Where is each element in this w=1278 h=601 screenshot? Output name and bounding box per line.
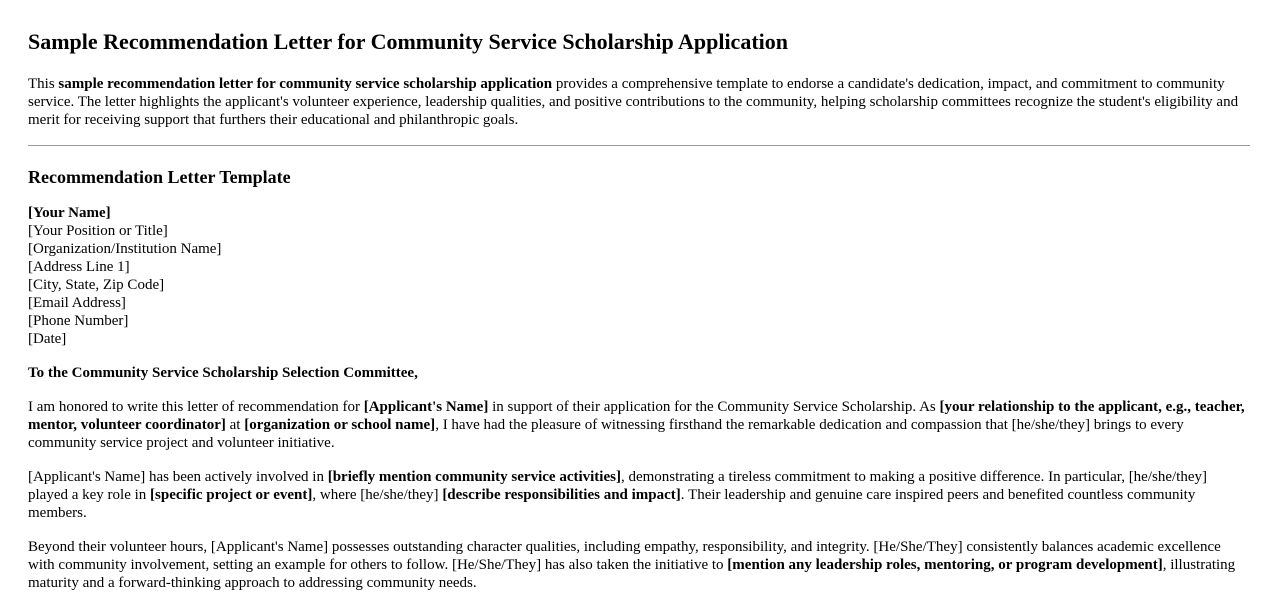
p1-bold-2: [your relationship to the applicant, e.g., teacher, mentor, volunteer coordinator] [28, 399, 1245, 433]
sender-name [28, 204, 1250, 222]
sender-phone: [Phone Number] [28, 313, 129, 329]
p3-text-2: , illustrating maturity and a forward-thinking approach to addressing community needs. [28, 557, 1236, 591]
sender-organization: [Organization/Institution Name] [28, 241, 222, 257]
section-divider [28, 145, 1250, 146]
sender-name-text: [Your Name] [28, 205, 111, 221]
p2-text-4: . Their leadership and genuine care inspired peers and benefited countless community members. [28, 487, 1196, 521]
p2-bold-1: [briefly mention community service activities] [327, 469, 621, 485]
p1-text-4: , I have had the pleasure of witnessing firsthand the remarkable dedication and compassion that [he/she/they] brings to every community service project and volunteer initiative. [28, 417, 1184, 451]
p1-bold-3: [organization or school name] [244, 417, 436, 433]
p2-text-1: [Applicant's Name] has been actively involved in [28, 469, 328, 485]
intro-text-pre: This [28, 76, 59, 92]
p3-text-1: Beyond their volunteer hours, [Applicant's Name] possesses outstanding character qualities, including empathy, responsibility, and integrity. [He/She/They] consistently balances academic excellence with community involvement, setting an example for others to follow. [He/She/They] has also taken the initiative to [28, 539, 1221, 573]
intro-text-bold: sample recommendation letter for community service scholarship application [58, 76, 553, 92]
letter-paragraph-2 [28, 468, 1250, 522]
p2-text-3: , where [he/she/they] [312, 487, 443, 503]
p1-text-3: at [225, 417, 245, 433]
sender-city-state-zip: [City, State, Zip Code] [28, 277, 165, 293]
p1-bold-1: [Applicant's Name] [363, 399, 489, 415]
p1-text-2: in support of their application for the Community Service Scholarship. As [488, 399, 940, 415]
p2-bold-3: [describe responsibilities and impact] [442, 487, 681, 503]
sender-email: [Email Address] [28, 295, 126, 311]
p1-text-1: I am honored to write this letter of recommendation for [28, 399, 364, 415]
intro-text-post: provides a comprehensive template to endorse a candidate's dedication, impact, and commitment to community service. The letter highlights the applicant's volunteer experience, leadership qualities, and positive contributions to the community, helping scholarship committees recognize the student's eligibility and merit for receiving support that furthers their educational and philanthropic goals. [28, 76, 1239, 128]
p3-bold-1: [mention any leadership roles, mentoring, or program development] [727, 557, 1163, 573]
sender-position: [Your Position or Title] [28, 223, 168, 239]
intro-paragraph [28, 75, 1250, 129]
letter-paragraph-1 [28, 398, 1250, 452]
p2-bold-2: [specific project or event] [150, 487, 313, 503]
letter-paragraph-3 [28, 538, 1250, 592]
sender-address-block [28, 204, 1250, 348]
sender-date: [Date] [28, 331, 67, 347]
sender-address-line1: [Address Line 1] [28, 259, 130, 275]
page-title: Sample Recommendation Letter for Community Service Scholarship Application [28, 29, 788, 54]
p2-text-2: , demonstrating a tireless commitment to making a positive difference. In particular, [he/she/they] played a key role in [28, 469, 1207, 503]
document-page [28, 0, 1250, 592]
template-heading: Recommendation Letter Template [28, 167, 291, 187]
salutation: To the Community Service Scholarship Selection Committee, [28, 365, 418, 381]
